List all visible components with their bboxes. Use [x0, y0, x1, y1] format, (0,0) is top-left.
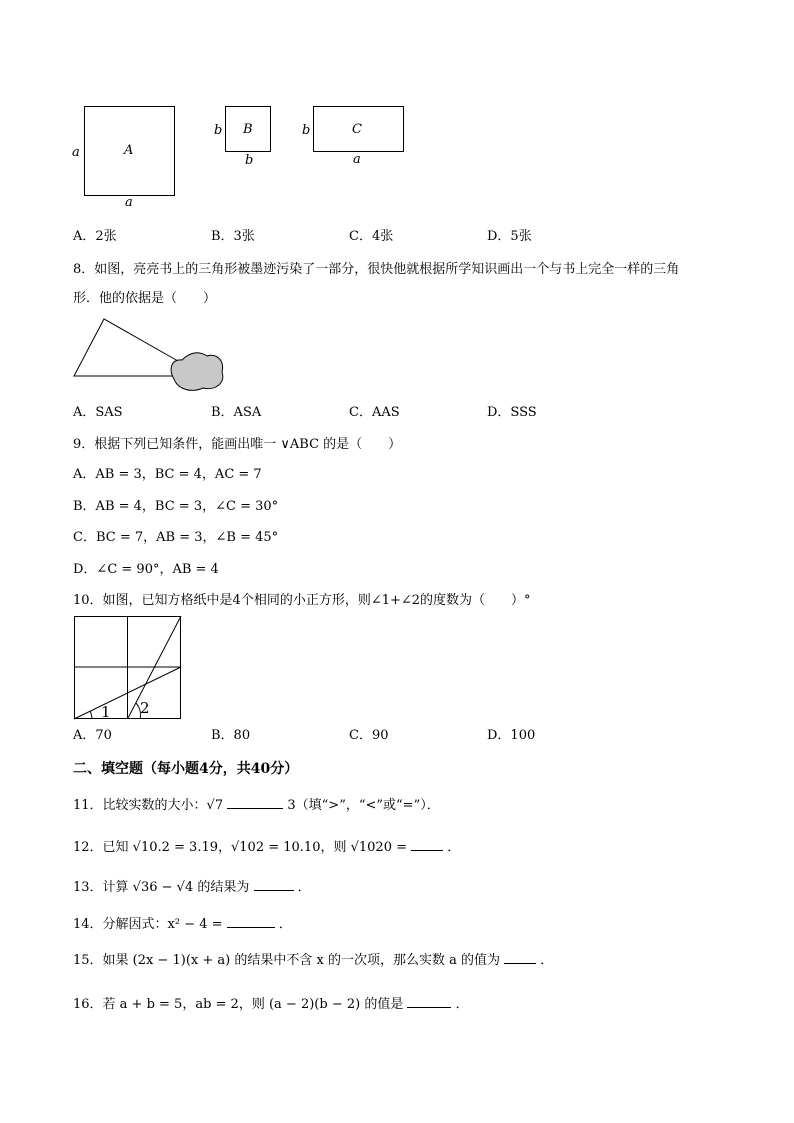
q15-post: ．	[540, 953, 554, 968]
q8-triangle-figure	[70, 315, 230, 395]
q10-option-d: D．100	[487, 728, 536, 743]
q12-answer-blank[interactable]	[411, 838, 443, 851]
square-b-side-label: b	[214, 123, 223, 138]
q8-option-c: C．AAS	[349, 405, 400, 420]
q12	[73, 838, 460, 856]
angle-2-label: 2	[140, 699, 150, 717]
q14-answer-blank[interactable]	[227, 915, 275, 928]
rect-c-label: C	[352, 122, 362, 137]
q8-option-b: B．ASA	[211, 405, 262, 420]
section-2-heading: 二、填空题（每小题4分，共40分）	[73, 761, 299, 777]
q15-answer-blank[interactable]	[504, 951, 536, 964]
q8-stem-line1: 8．如图，亮亮书上的三角形被墨迹污染了一部分，很快他就根据所学知识画出一个与书上完全一样的三角	[73, 262, 680, 277]
q11	[73, 796, 440, 814]
q16	[73, 995, 469, 1013]
q8-option-d: D．SSS	[487, 405, 537, 420]
square-a-side-label: a	[72, 145, 80, 160]
q7-option-d: D．5张	[487, 229, 532, 244]
q15	[73, 951, 553, 969]
q10-option-c: C．90	[349, 728, 389, 743]
q9-option-c: C．BC = 7，AB = 3，∠B = 45°	[73, 530, 279, 545]
q15-pre: 15．如果 (2x − 1)(x + a) 的结果中不含 x 的一次项，那么实数 a 的值为	[73, 953, 500, 968]
q7-option-c: C．4张	[349, 229, 394, 244]
square-a-label: A	[124, 143, 134, 158]
q13	[73, 878, 311, 896]
q14-post: ．	[278, 917, 292, 932]
q8-option-a: A．SAS	[73, 405, 123, 420]
angle-1-label: 1	[101, 703, 111, 721]
rect-c-bottom-label: a	[353, 152, 361, 167]
q11-pre: 11．比较实数的大小：√7	[73, 798, 224, 813]
q13-answer-blank[interactable]	[254, 878, 294, 891]
q7-option-a: A．2张	[73, 229, 117, 244]
q12-post: ．	[447, 840, 461, 855]
q7-option-b: B．3张	[211, 229, 255, 244]
q16-post: ．	[455, 997, 469, 1012]
q16-answer-blank[interactable]	[407, 995, 451, 1008]
q10-option-b: B．80	[211, 728, 251, 743]
q10-option-a: A．70	[73, 728, 112, 743]
q14	[73, 915, 292, 933]
q9-option-d: D．∠C = 90°，AB = 4	[73, 562, 219, 577]
q10-stem: 10．如图，已知方格纸中是4个相同的小正方形，则∠1+∠2的度数为（ ）°	[73, 593, 531, 608]
q14-pre: 14．分解因式：x² − 4 =	[73, 917, 223, 932]
q13-post: ．	[297, 880, 311, 895]
q13-pre: 13．计算 √36 − √4 的结果为	[73, 880, 250, 895]
square-b-label: B	[243, 122, 253, 137]
q11-post: 3（填“>”，“<”或“=”）．	[287, 798, 440, 813]
q11-answer-blank[interactable]	[227, 796, 283, 809]
q16-pre: 16．若 a + b = 5，ab = 2，则 (a − 2)(b − 2) 的值是	[73, 997, 404, 1012]
angle-1-arc	[90, 711, 92, 719]
rect-c-side-label: b	[302, 123, 311, 138]
q9-option-b: B．AB = 4，BC = 3，∠C = 30°	[73, 499, 279, 514]
q10-grid-figure	[74, 616, 182, 720]
q12-pre: 12．已知 √10.2 = 3.19，√102 = 10.10，则 √1020 =	[73, 840, 408, 855]
square-a-bottom-label: a	[125, 195, 133, 210]
q9-stem: 9．根据下列已知条件，能画出唯一 ∨ABC 的是（ ）	[73, 437, 402, 452]
q9-option-a: A．AB = 3，BC = 4，AC = 7	[73, 467, 262, 482]
square-b-bottom-label: b	[245, 153, 254, 168]
q8-stem-line2: 形．他的依据是（ ）	[73, 291, 217, 306]
ink-blot	[171, 353, 223, 391]
